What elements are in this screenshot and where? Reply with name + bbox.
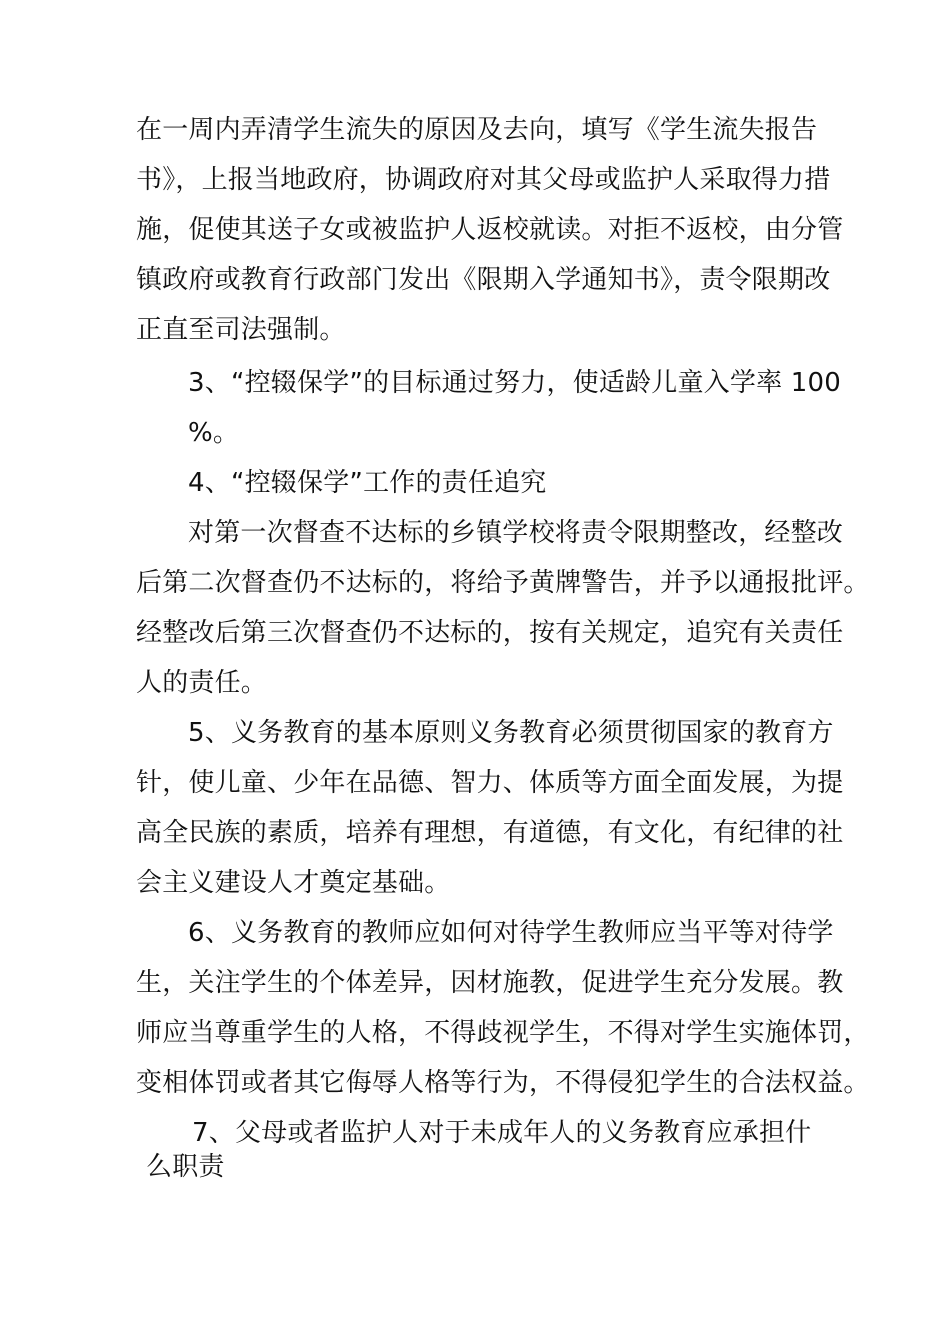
text-line: 人的责任。 xyxy=(136,668,268,698)
text-line: 7、父母或者监护人对于未成年人的义务教育应承担什 xyxy=(192,1118,812,1148)
text-line: 4、“控辍保学”工作的责任追究 xyxy=(188,468,547,498)
text-line: 3、“控辍保学”的目标通过努力，使适龄儿童入学率 100 xyxy=(188,368,841,398)
text-line: 生，关注学生的个体差异，因材施教，促进学生充分发展。教 xyxy=(136,968,844,998)
text-line: 在一周内弄清学生流失的原因及去向，填写《学生流失报告 xyxy=(136,115,818,145)
text-line: 镇政府或教育行政部门发出《限期入学通知书》，责令限期改 xyxy=(136,265,831,295)
text-line: 后第二次督查仍不达标的，将给予黄牌警告，并予以通报批评。 xyxy=(136,568,870,598)
text-line: 会主义建设人才奠定基础。 xyxy=(136,868,451,898)
text-line: 高全民族的素质，培养有理想，有道德，有文化，有纪律的社 xyxy=(136,818,844,848)
text-line: 师应当尊重学生的人格，不得歧视学生，不得对学生实施体罚， xyxy=(136,1018,870,1048)
text-line: 6、义务教育的教师应如何对待学生教师应当平等对待学 xyxy=(188,918,834,948)
text-line: 正直至司法强制。 xyxy=(136,315,346,345)
text-line: 书》，上报当地政府，协调政府对其父母或监护人采取得力措 xyxy=(136,165,831,195)
text-line: 对第一次督查不达标的乡镇学校将责令限期整改，经整改 xyxy=(188,518,844,548)
text-line: 么职责 xyxy=(146,1152,225,1182)
text-line: %。 xyxy=(188,418,240,448)
text-line: 施，促使其送子女或被监护人返校就读。对拒不返校，由分管 xyxy=(136,215,844,245)
text-line: 针，使儿童、少年在品德、智力、体质等方面全面发展，为提 xyxy=(136,768,844,798)
text-line: 5、义务教育的基本原则义务教育必须贯彻国家的教育方 xyxy=(188,718,834,748)
text-line: 经整改后第三次督查仍不达标的，按有关规定，追究有关责任 xyxy=(136,618,844,648)
text-line: 变相体罚或者其它侮辱人格等行为，不得侵犯学生的合法权益。 xyxy=(136,1068,870,1098)
